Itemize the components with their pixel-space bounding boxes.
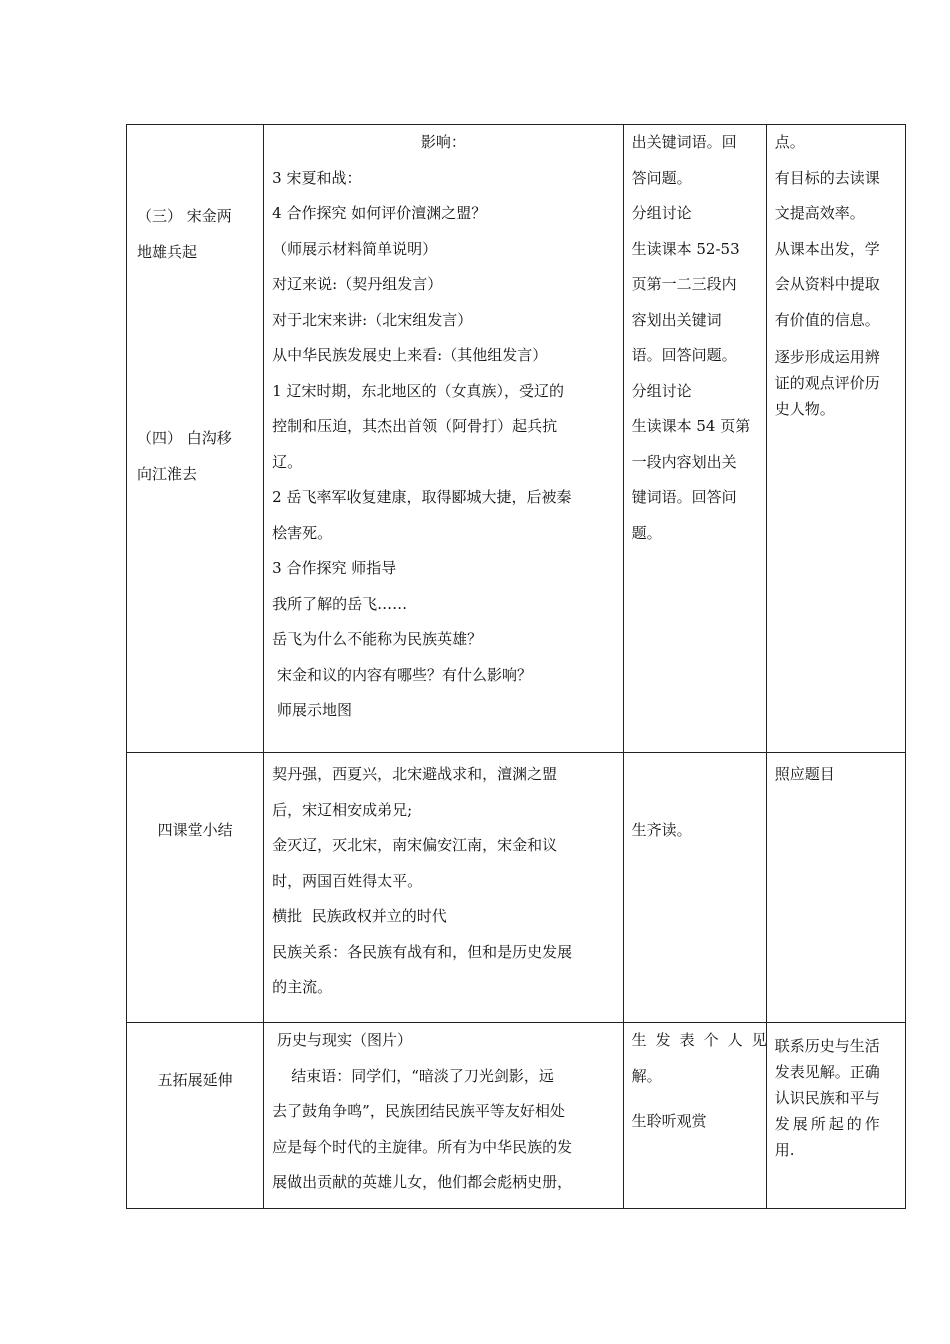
text-line: 师展示地图 (272, 701, 352, 719)
text-line: 对辽来说:（契丹组发言） (272, 275, 443, 293)
text-line: 展做出贡献的英雄儿女，他们都会彪柄史册， (272, 1173, 573, 1191)
text-line: 题。 (631, 523, 662, 542)
text-line: 宋金和议的内容有哪些？有什么影响？ (272, 665, 532, 684)
text-line: 的主流。 (272, 978, 333, 996)
section-heading: 地雄兵起 (137, 242, 198, 261)
text-line: 从中华民族发展史上来看:（其他组发言） (272, 346, 548, 364)
section-heading: （三） 宋金两 (137, 207, 232, 225)
text-line: 生齐读。 (631, 821, 692, 839)
text-line: （师展示材料简单说明） (272, 239, 438, 258)
text-line: 文提高效率。 (774, 204, 865, 222)
text-line: 我所了解的岳飞…… (272, 594, 408, 613)
text-line: 证的观点评价历 (774, 374, 880, 392)
text-line: 应是每个时代的主旋律。所有为中华民族的发 (272, 1137, 573, 1156)
text-line: 联系历史与生活 (774, 1037, 880, 1055)
section-heading: 五拓展延伸 (157, 1071, 233, 1089)
text-line: 生聆听观赏 (631, 1112, 707, 1130)
text-line: 影响： (420, 133, 466, 151)
teacher-activity-cell (264, 753, 623, 1023)
text-line: 金灭辽，灭北宋，南宋偏安江南，宋金和议 (272, 836, 558, 854)
text-line: 有价值的信息。 (774, 310, 880, 329)
text-line: 桧害死。 (272, 523, 333, 542)
text-line: 认识民族和平与 (774, 1089, 880, 1107)
text-line: 4 合作探究 如何评价澶渊之盟？ (272, 204, 487, 222)
text-line: 史人物。 (774, 400, 835, 418)
text-line: 契丹强，西夏兴，北宋避战求和，澶渊之盟 (272, 765, 558, 783)
text-line: 有目标的去读课 (774, 168, 880, 187)
text-line: 发表见解。正确 (774, 1063, 880, 1081)
text-line: 页第一二三段内 (631, 275, 737, 293)
text-line: 后，宋辽相安成弟兄; (272, 800, 413, 819)
text-line: 横批 民族政权并立的时代 (272, 907, 447, 925)
design-intent-cell (766, 1023, 905, 1209)
text-line: 点。 (774, 133, 805, 151)
teacher-activity-cell (264, 125, 623, 753)
text-line: 生读课本 52-53 (631, 239, 740, 258)
text-line: 分组讨论 (631, 204, 692, 222)
text-line: 答问题。 (631, 168, 692, 187)
student-activity-cell (623, 125, 766, 753)
text-line: 语。回答问题。 (631, 346, 737, 364)
student-activity-cell (623, 753, 766, 1023)
text-line: 2 岳飞率军收复建康，取得郾城大捷，后被秦 (272, 488, 572, 506)
text-line: 历史与现实（图片） (272, 1031, 412, 1049)
text-line: 逐步形成运用辨 (774, 348, 880, 366)
stage-cell (127, 1023, 264, 1209)
table-row (127, 125, 906, 753)
table-row (127, 753, 906, 1023)
text-line: 一段内容划出关 (631, 452, 737, 471)
text-line: 民族关系：各民族有战有和，但和是历史发展 (272, 942, 573, 961)
text-line: 去了鼓角争鸣”，民族团结民族平等友好相处 (272, 1102, 565, 1120)
text-line: 出关键词语。回 (631, 133, 737, 151)
stage-cell (127, 753, 264, 1023)
design-intent-cell (766, 125, 905, 753)
text-line: 分组讨论 (631, 381, 692, 400)
text-line: 对于北宋来讲:（北宋组发言） (272, 310, 473, 329)
text-line: 辽。 (272, 452, 303, 471)
student-activity-cell (623, 1023, 776, 1209)
teacher-activity-cell (264, 1023, 623, 1209)
text-line: 岳飞为什么不能称为民族英雄？ (272, 630, 483, 648)
text-line: 容划出关键词 (631, 310, 722, 329)
text-line: 3 宋夏和战： (272, 168, 362, 187)
text-line: 用. (774, 1141, 795, 1159)
lesson-plan-table (126, 124, 906, 1209)
text-line: 从课本出发，学 (774, 239, 880, 258)
text-line: 键词语。回答问 (631, 488, 737, 506)
text-line: 发展所起的作 (774, 1115, 883, 1133)
text-line: 生读课本 54 页第 (631, 417, 751, 435)
text-line: 解。 (631, 1066, 662, 1085)
text-line: 3 合作探究 师指导 (272, 559, 397, 577)
text-line: 结束语：同学们，“暗淡了刀光剑影，远 (272, 1066, 554, 1085)
section-heading: （四） 白沟移 (137, 429, 232, 447)
text-line: 生发表个人见 (631, 1031, 776, 1049)
text-line: 会从资料中提取 (774, 275, 880, 293)
section-heading: 向江淮去 (137, 464, 198, 483)
text-line: 控制和压迫，其杰出首领（阿骨打）起兵抗 (272, 417, 558, 435)
stage-cell (127, 125, 264, 753)
section-heading: 四课堂小结 (157, 821, 233, 839)
text-line: 时，两国百姓得太平。 (272, 871, 423, 890)
design-intent-cell (766, 753, 905, 1023)
text-line: 1 辽宋时期，东北地区的（女真族），受辽的 (272, 381, 564, 400)
text-line: 照应题目 (774, 765, 835, 783)
table-row (127, 1023, 906, 1209)
